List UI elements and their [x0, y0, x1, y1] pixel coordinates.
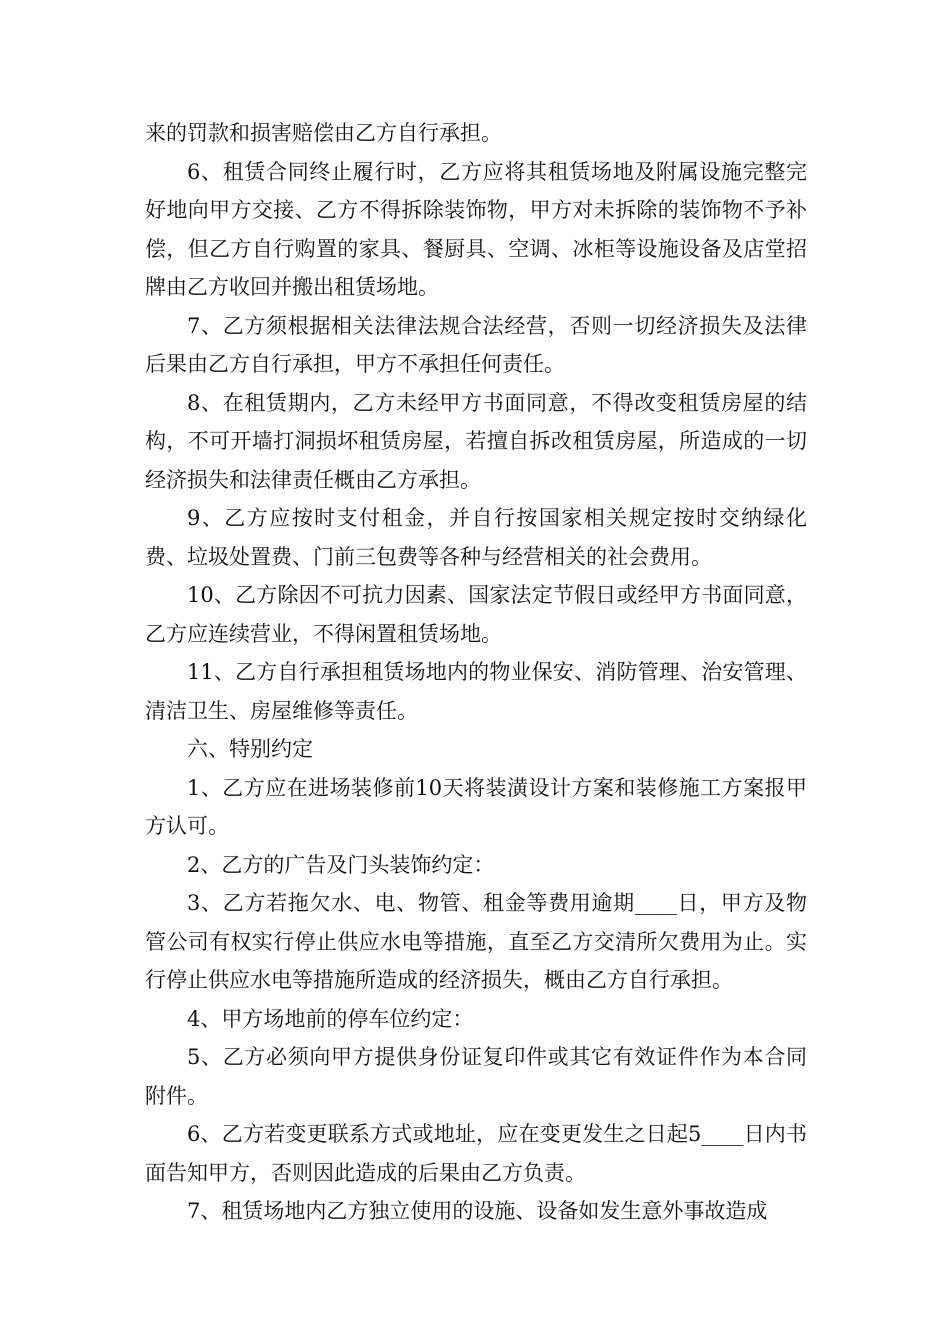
- paragraph-special-1: 1、乙方应在进场装修前10天将装潢设计方案和装修施工方案报甲方认可。: [145, 775, 807, 838]
- paragraph-special-5: 5、乙方必须向甲方提供身份证复印件或其它有效证件作为本合同附件。: [145, 1045, 807, 1108]
- paragraph-clause-8: 8、在租赁期内，乙方未经甲方书面同意，不得改变租赁房屋的结构，不可开墙打洞损坏租赁房屋，若擅自拆改租赁房屋，所造成的一切经济损失和法律责任概由乙方承担。: [145, 390, 807, 492]
- section-heading-special-terms: 六、特别约定: [187, 737, 313, 761]
- paragraph-clause-6: 6、租赁合同终止履行时，乙方应将其租赁场地及附属设施完整完好地向甲方交接、乙方不得拆除装饰物，甲方对未拆除的装饰物不予补偿，但乙方自行购置的家具、餐厨具、空调、冰柜等设施设备及店堂招牌由乙方收回并搬出租赁场地。: [145, 159, 807, 299]
- paragraph-clause-11: 11、乙方自行承担租赁场地内的物业保安、消防管理、治安管理、清洁卫生、房屋维修等责任。: [145, 660, 807, 723]
- paragraph-special-3: 3、乙方若拖欠水、电、物管、租金等费用逾期____日，甲方及物管公司有权实行停止供应水电等措施，直至乙方交清所欠费用为止。实行停止供应水电等措施所造成的经济损失，概由乙方自行承担。: [145, 891, 807, 992]
- document-page: [145, 114, 807, 1231]
- paragraph-special-6: 6、乙方若变更联系方式或地址，应在变更发生之日起5____日内书面告知甲方，否则因此造成的后果由乙方负责。: [145, 1122, 807, 1185]
- paragraph-special-4: 4、甲方场地前的停车位约定：: [187, 1006, 474, 1031]
- paragraph-clause-10: 10、乙方除因不可抗力因素、国家法定节假日或经甲方书面同意，乙方应连续营业，不得闲置租赁场地。: [145, 583, 807, 646]
- paragraph-continuation: 来的罚款和损害赔偿由乙方自行承担。: [145, 121, 502, 145]
- paragraph-clause-9: 9、乙方应按时支付租金，并自行按国家相关规定按时交纳绿化费、垃圾处置费、门前三包费等各种与经营相关的社会费用。: [145, 506, 807, 569]
- paragraph-clause-7: 7、乙方须根据相关法律法规合法经营，否则一切经济损失及法律后果由乙方自行承担，甲方不承担任何责任。: [145, 313, 807, 376]
- paragraph-special-7: 7、租赁场地内乙方独立使用的设施、设备如发生意外事故造成: [187, 1199, 768, 1223]
- paragraph-special-2: 2、乙方的广告及门头装饰约定：: [187, 852, 495, 877]
